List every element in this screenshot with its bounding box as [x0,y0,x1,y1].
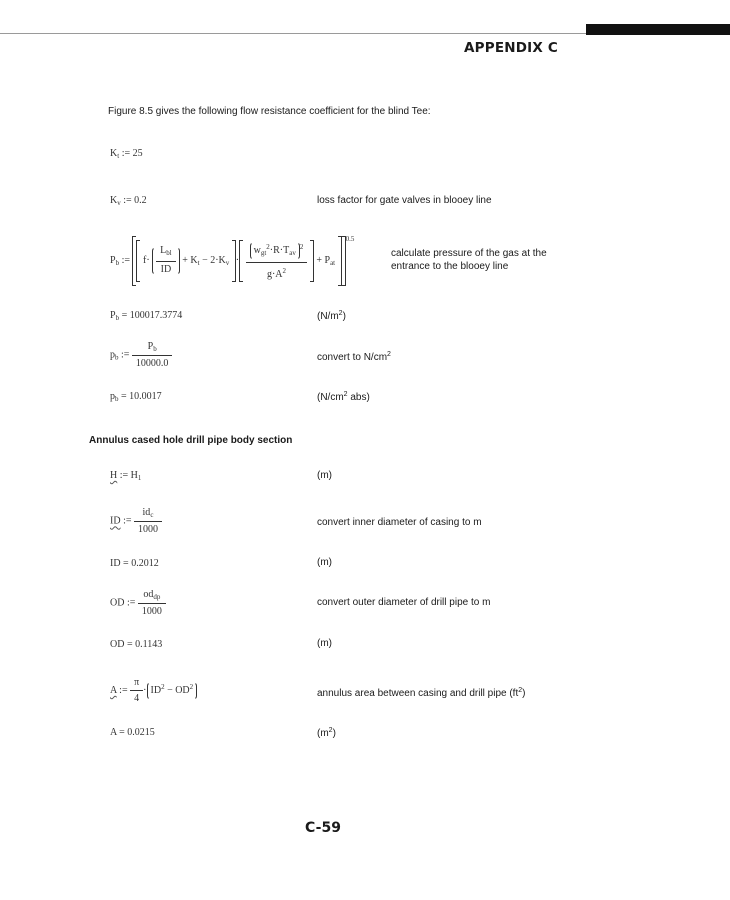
kv-note: loss factor for gate valves in blooey line [317,195,492,206]
od-result-unit: (m) [317,638,332,649]
page-number: C-59 [305,820,341,836]
appendix-label: APPENDIX C [463,40,558,56]
id-equation: ID := $\frac{id_c}{1000}$ [110,507,162,535]
pb-note: calculate pressure of the gas at the entrance to the blooey line [391,248,547,272]
pb-result-unit: $(N/m^2)$ [317,310,346,322]
pb-convert-note: convert to $N/cm^2$ [317,351,391,363]
h-unit: (m) [317,470,332,481]
pb-result-2: $p_b = 10.0017$ [110,391,162,403]
h-equation: H := $H_1$ [110,470,142,482]
a-note: annulus area between casing and drill pipe $(ft^2)$ [317,687,526,699]
a-equation: A := $\frac{\pi}{4}$ · $ID^2 - OD^2$ [110,677,197,704]
header-bar [586,24,730,35]
header-rule [0,33,586,34]
od-equation: OD := $\frac{od_{dp}}{1000}$ [110,589,166,617]
id-result: ID = 0.2012 [110,558,159,569]
pb-convert: $p_b$ := $\frac{P_b}{10000.0}$ [110,341,172,369]
a-result-unit: $(m^2)$ [317,727,336,739]
kv-equation: $K_v$ := 0.2 [110,195,147,207]
od-note: convert outer diameter of drill pipe to m [317,597,491,608]
od-result: OD = 0.1143 [110,639,163,650]
pb-result-2-unit: ($N/cm^2$ abs) [317,391,370,403]
pb-formula: $P_b$ := f· $\frac{L_{bl}}{ID}$ + $K_t - 2\cdot K_v$ · $\frac{w_{gt}^2\cdot R\cdot T_{av}^2}{g\cdot A^2}$ + $P_{at}$ $^{0.5}$ [110,233,354,286]
intro-text: Figure 8.5 gives the following flow resistance coefficient for the blind Tee: [108,106,431,117]
a-result: A = 0.0215 [110,727,155,738]
section-heading: Annulus cased hole drill pipe body section [89,435,293,446]
id-note: convert inner diameter of casing to m [317,517,482,528]
pb-result: $P_b = 100017.3774$ [110,310,183,322]
id-result-unit: (m) [317,557,332,568]
kt-equation: $K_t$ := 25 [110,148,143,160]
